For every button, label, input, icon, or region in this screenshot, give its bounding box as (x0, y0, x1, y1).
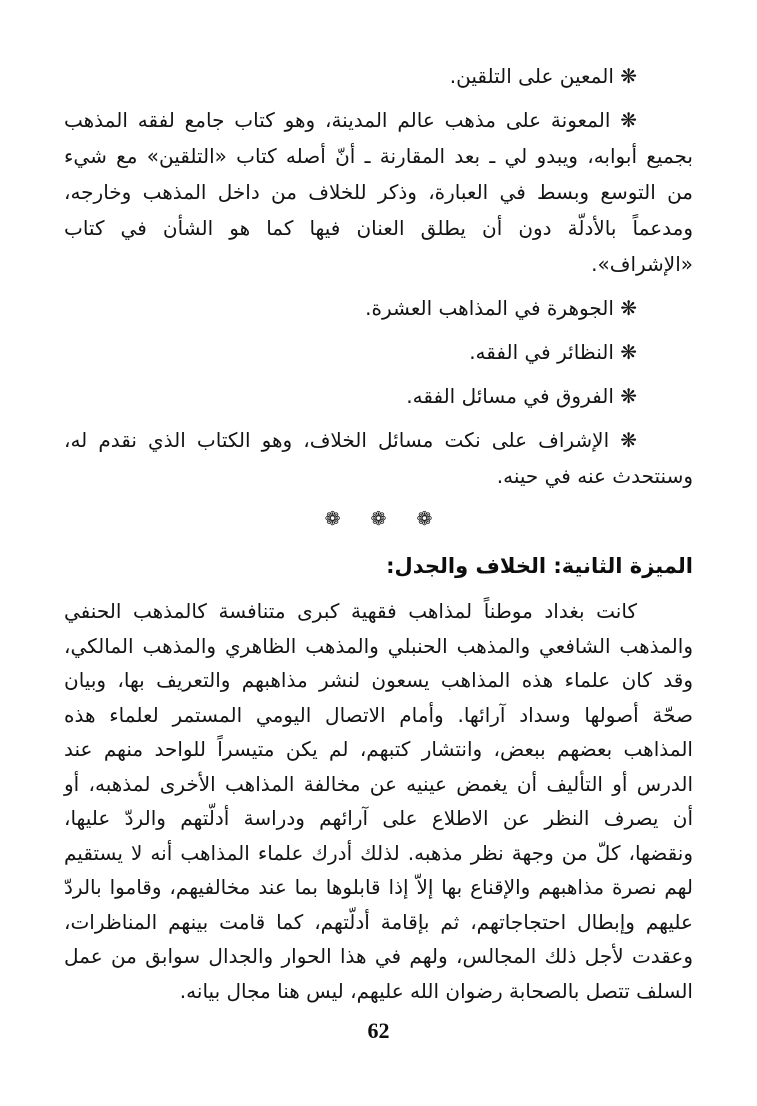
paragraph-line: ❋ المعونة على مذهب عالم المدينة، وهو كتاب جامع لفقه المذهب (64, 108, 637, 132)
work-item-nazair: ❋ النظائر في الفقه. (469, 340, 637, 364)
paragraph-line: ❋ الإشراف على نكت مسائل الخلاف، وهو الكتاب الذي نقدم له، (64, 428, 637, 452)
paragraph-line: ونقضها، كلّ من وجهة نظر مذهبه. لذلك أدرك علماء المذاهب أنه لا يستقيم (64, 840, 693, 865)
paragraph-line: من التوسع وبسط في العبارة، وذكر للخلاف من داخل المذهب وخارجه، (64, 180, 693, 204)
paragraph-line: والمذهب الشافعي والمذهب الحنبلي والمذهب الظاهري والمذهب المالكي، (64, 633, 693, 658)
ornament-divider (64, 508, 693, 530)
paragraph-line: ومدعماً بالأدلّة دون أن يطلق العنان فيها كما هو الشأن في كتاب (64, 216, 693, 240)
paragraph-line: وسنتحدث عنه في حينه. (496, 464, 693, 488)
paragraph-line: كانت بغداد موطناً لمذاهب فقهية كبرى متنافسة كالمذهب الحنفي (64, 599, 637, 623)
paragraph-line: الدرس أو التأليف أن يغمض عينيه عن مخالفة المذاهب الأخرى لمذهبه، أو (64, 771, 693, 796)
paragraph-line: عليهم وإبطال احتجاجاتهم، ثم بإقامة أدلّتهم، كما قامت بينهم المناظرات، (64, 909, 693, 934)
paragraph-line: وعقدت لأجل ذلك المجالس، ولهم في هذا الحوار والجدال سوابق من عمل (64, 944, 693, 968)
paragraph-line: صحّة أصولها وسداد آرائها. وأمام الاتصال اليومي المستمر لعلماء هذه (64, 702, 693, 727)
paragraph-line: السلف تتصل بالصحابة رضوان الله عليهم، ليس هنا مجال بيانه. (179, 978, 693, 1003)
work-item-jawharah: ❋ الجوهرة في المذاهب العشرة. (365, 296, 637, 320)
rosette-ornament-icon: ❁ ❁ ❁ (324, 508, 433, 530)
section-heading: الميزة الثانية: الخلاف والجدل: (386, 554, 693, 578)
paragraph-line: لهم نصرة مذاهبهم والإقناع بها إلاّ إذا قابلوها بما عند مخالفيهم، وقاموا بالردّ (64, 875, 693, 899)
body-paragraph (64, 594, 693, 1008)
paragraph-line: أن يصرف النظر عن الاطلاع على آرائهم ودراسة أدلّتهم والردّ عليها، (64, 806, 693, 830)
work-item-furuq: ❋ الفروق في مسائل الفقه. (406, 384, 637, 408)
paragraph-line: بجميع أبوابه، ويبدو لي ـ بعد المقارنة ـ أنّ أصله كتاب «التلقين» مع شيء (64, 144, 693, 168)
work-paragraph-ishraf (64, 422, 693, 494)
page-number: 62 (367, 1018, 390, 1043)
work-item-muin: ❋ المعين على التلقين. (449, 64, 637, 88)
work-paragraph-maunah (64, 102, 693, 282)
paragraph-line: المذاهب بعضهم ببعض، وانتشار كتبهم، لم يكن متيسراً للواحد منهم عند (64, 737, 693, 761)
paragraph-line: «الإشراف». (591, 252, 693, 276)
paragraph-line: وقد كان علماء هذه المذاهب يسعون لنشر مذاهبهم والتعريف بها، وبيان (64, 668, 693, 692)
